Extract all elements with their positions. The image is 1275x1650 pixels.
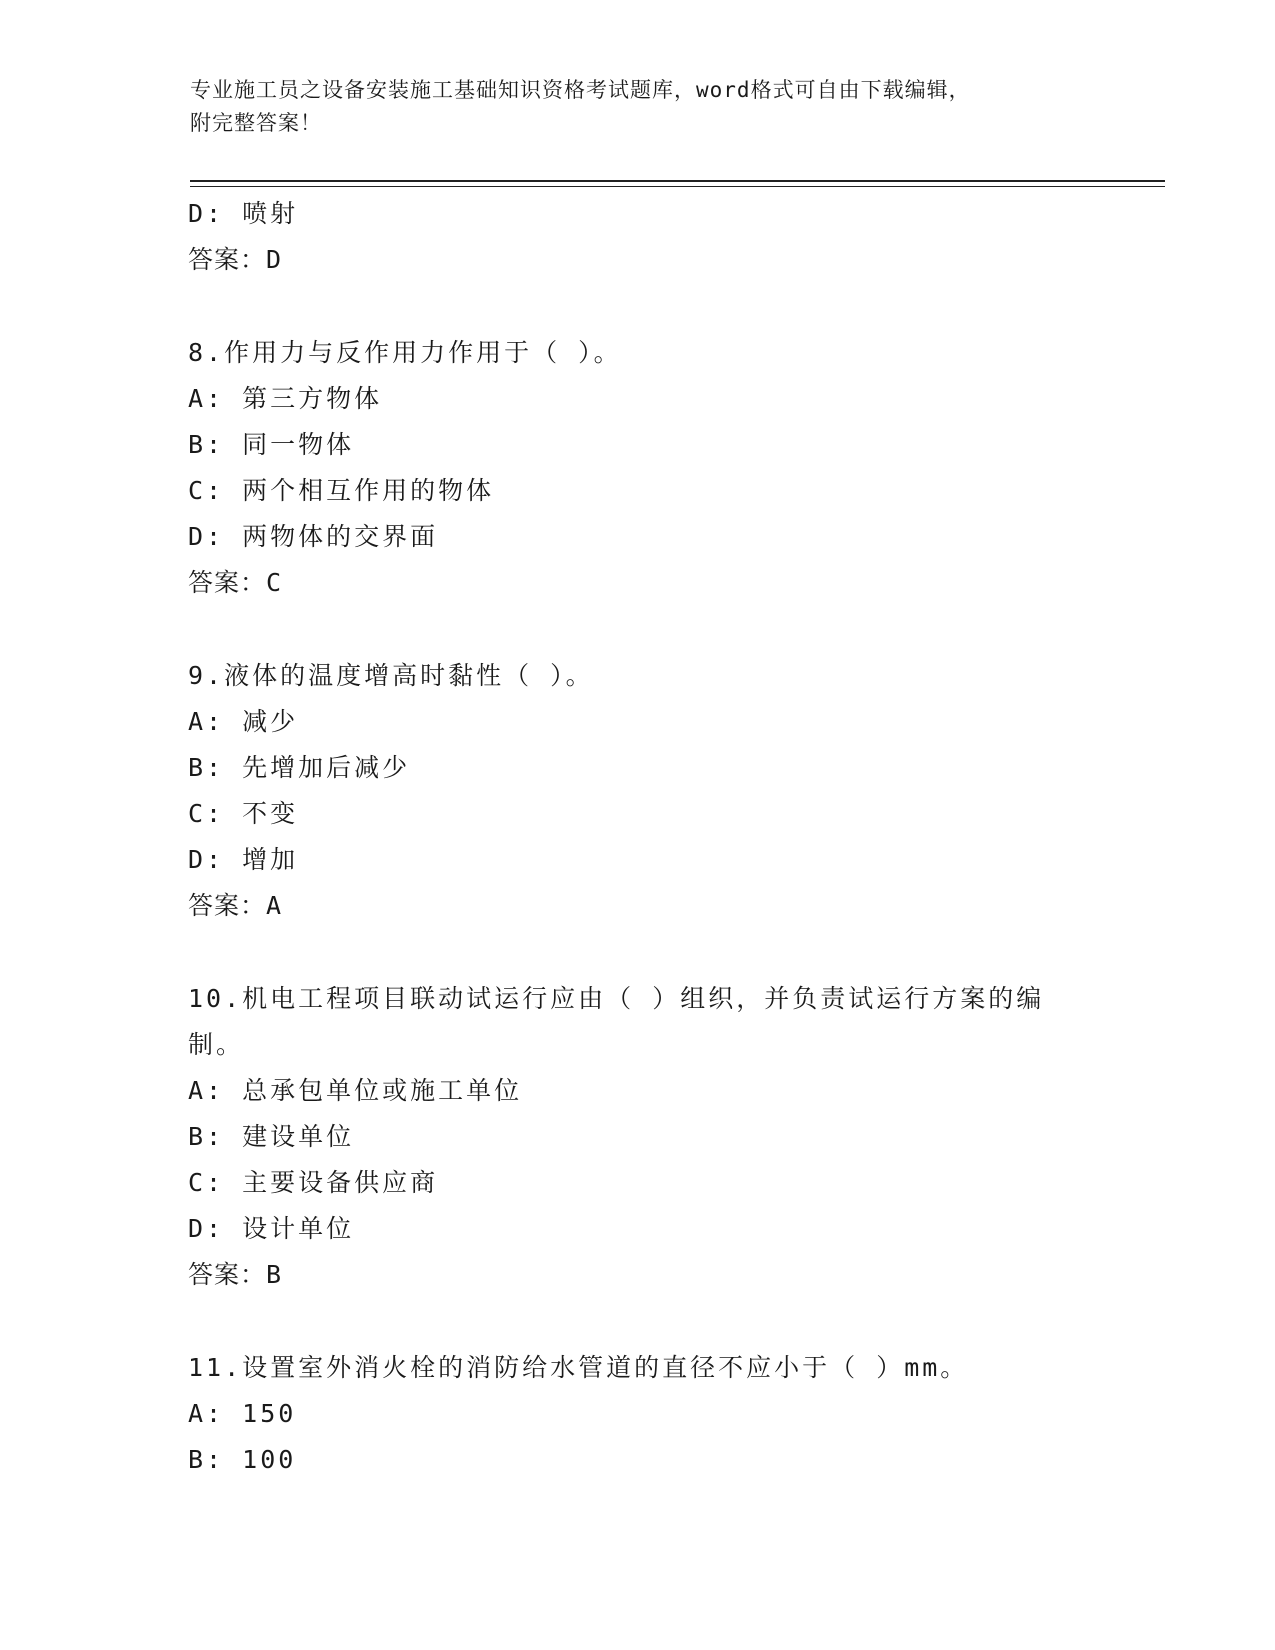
option-c: C: 不变 [188,799,299,828]
option-a: A: 第三方物体 [188,384,383,413]
option-c: C: 两个相互作用的物体 [188,476,495,505]
option-b: B: 建设单位 [188,1122,355,1151]
question-stem-line-2: 制。 [188,1030,245,1059]
document-header [190,74,1090,140]
option-d: D: 两物体的交界面 [188,522,439,551]
question-stem-line-1: 10.机电工程项目联动试运行应由（ ）组织，并负责试运行方案的编 [188,984,1045,1013]
option-d: D: 增加 [188,845,299,874]
question-9 [188,653,1088,929]
option-b: B: 同一物体 [188,430,355,459]
header-divider-thick [190,180,1165,182]
spacer [188,283,1088,330]
header-line-1: 专业施工员之设备安装施工基础知识资格考试题库，word格式可自由下载编辑， [190,78,971,102]
option-a: A: 总承包单位或施工单位 [188,1076,523,1105]
question-10 [188,976,1088,1298]
answer-line: 答案：B [188,1260,283,1289]
question-11 [188,1345,1088,1483]
question-stem: 9.液体的温度增高时黏性（ ）。 [188,661,594,690]
option-a: A: 减少 [188,707,299,736]
option-b: B: 100 [188,1445,297,1474]
answer-line: 答案：D [188,245,283,274]
question-stem: 11.设置室外消火栓的消防给水管道的直径不应小于（ ）mm。 [188,1353,969,1382]
answer-line: 答案：A [188,891,283,920]
spacer [188,929,1088,976]
question-list [188,191,1088,1483]
question-8 [188,330,1088,606]
option-d: D: 喷射 [188,199,299,228]
question-stem: 8.作用力与反作用力作用于（ ）。 [188,338,622,367]
option-c: C: 主要设备供应商 [188,1168,439,1197]
spacer [188,606,1088,653]
option-b: B: 先增加后减少 [188,753,411,782]
option-a: A: 150 [188,1399,297,1428]
answer-line: 答案：C [188,568,283,597]
header-line-2: 附完整答案！ [190,111,322,135]
header-divider-thin [190,186,1165,187]
option-d: D: 设计单位 [188,1214,355,1243]
spacer [188,1298,1088,1345]
